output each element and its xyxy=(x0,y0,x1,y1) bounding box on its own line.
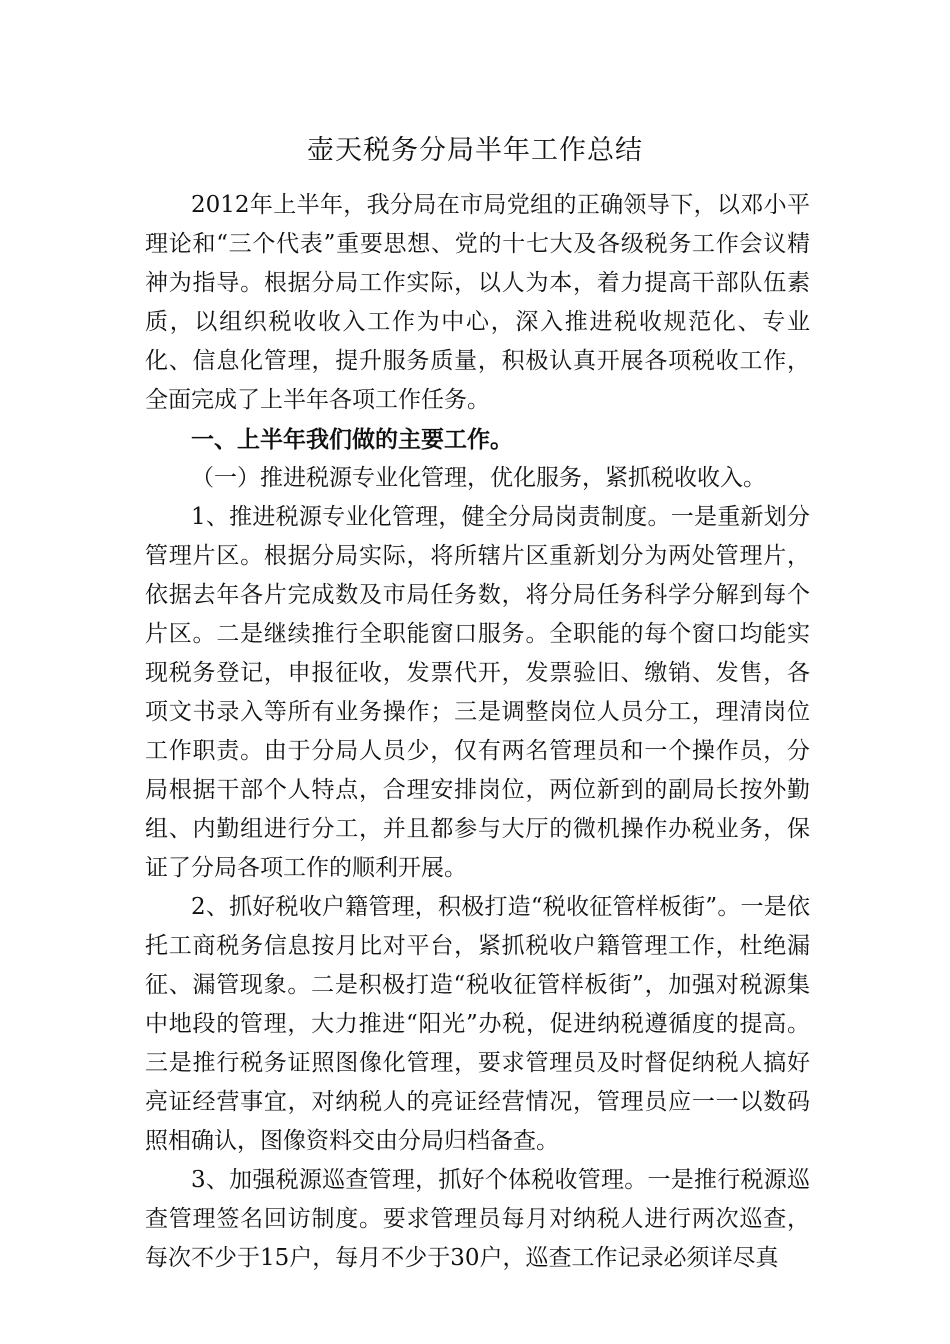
document-title: 壶天税务分局半年工作总结 xyxy=(307,135,643,166)
item-paragraph-3: 3、加强税源巡查管理，抓好个体税收管理。一是推行税源巡查管理签名回访制度。要求管理员每月对纳税人进行两次巡查，每次不少于15户，每月不少于30户，巡查工作记录必须详尽真 xyxy=(145,1167,810,1271)
item-paragraph-1: 1、推进税源专业化管理，健全分局岗责制度。一是重新划分管理片区。根据分局实际，将所辖片区重新划分为两处管理片，依据去年各片完成数及市局任务数，将分局任务科学分解到每个片区。二是继续推行全职能窗口服务。全职能的每个窗口均能实现税务登记，申报征收，发票代开，发票验旧、缴销、发售，各项文书录入等所有业务操作；三是调整岗位人员分工，理清岗位工作职责。由于分局人员少，仅有两名管理员和一个操作员，分局根据干部个人特点，合理安排岗位，两位新到的副局长按外勤组、内勤组进行分工，并且都参与大厅的微机操作办税业务，保证了分局各项工作的顺利开展。 xyxy=(145,504,810,881)
section-heading: 一、上半年我们做的主要工作。 xyxy=(191,426,513,453)
document-body xyxy=(145,186,810,1278)
subsection-heading: （一）推进税源专业化管理，优化服务，紧抓税收收入。 xyxy=(191,465,766,491)
intro-paragraph: 2012年上半年，我分局在市局党组的正确领导下，以邓小平理论和“三个代表”重要思想、党的十七大及各级税务工作会议精神为指导。根据分局工作实际，以人为本，着力提高干部队伍素质，以组织税收收入工作为中心，深入推进税收规范化、专业化、信息化管理，提升服务质量，积极认真开展各项税收工作，全面完成了上半年各项工作任务。 xyxy=(145,192,810,413)
item-paragraph-2: 2、抓好税收户籍管理，积极打造“税收征管样板街”。一是依托工商税务信息按月比对平台，紧抓税收户籍管理工作，杜绝漏征、漏管现象。二是积极打造“税收征管样板街”，加强对税源集中地段的管理，大力推进“阳光”办税，促进纳税遵循度的提高。三是推行税务证照图像化管理，要求管理员及时督促纳税人搞好亮证经营事宜，对纳税人的亮证经营情况，管理员应一一以数码照相确认，图像资料交由分局归档备查。 xyxy=(145,894,810,1154)
